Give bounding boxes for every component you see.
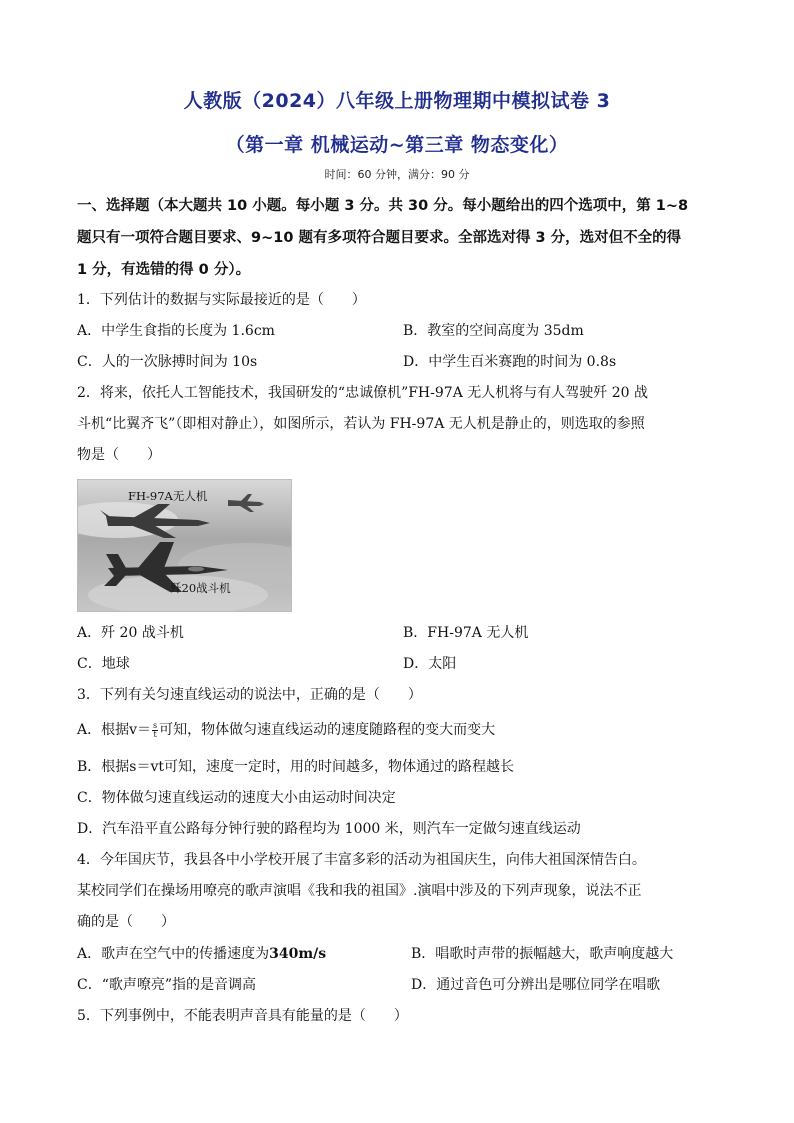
fraction-denominator: t [153, 729, 157, 739]
question-3-option-d: D．汽车沿平直公路每分钟行驶的路程均为 1000 米，则汽车一定做匀速直线运动 [77, 821, 581, 837]
question-3-stem: 3．下列有关匀速直线运动的说法中，正确的是（ ） [77, 687, 422, 703]
option-a-text: 可知，物体做匀速直线运动的速度随路程的变大而变大 [159, 722, 496, 738]
question-4-option-a [77, 945, 326, 963]
exam-subtitle: （第一章 机械运动~第三章 物态变化） [225, 134, 569, 156]
question-1-stem: 1．下列估计的数据与实际最接近的是（ ） [77, 292, 366, 308]
aircraft-photo [77, 479, 292, 612]
exam-title: 人教版（2024）八年级上册物理期中模拟试卷 3 [183, 90, 611, 112]
question-4-option-d: D．通过音色可分辨出是哪位同学在唱歌 [411, 977, 661, 993]
section-instructions-line-2: 题只有一项符合题目要求、9~10 题有多项符合题目要求。全部选对得 3 分，选对但不全的得 [77, 230, 682, 246]
option-a-prefix: A．根据 [77, 722, 130, 738]
exam-time-score: 时间：60 分钟，满分：90 分 [324, 168, 470, 181]
question-2-option-c: C．地球 [77, 656, 130, 672]
question-4-option-c: C．“歌声嘹亮”指的是音调高 [77, 977, 257, 993]
section-instructions-line-3: 1 分，有选错的得 0 分）。 [77, 262, 251, 278]
option-b-prefix: B．根据 [77, 759, 130, 775]
question-4-line-1: 4．今年国庆节，我县各中小学校开展了丰富多彩的活动为祖国庆生，向伟大祖国深情告白。 [77, 852, 646, 868]
fraction-numerator: s [153, 720, 158, 730]
speed-fraction [152, 722, 158, 739]
question-1-option-b: B．教室的空间高度为 35dm [403, 323, 584, 339]
question-2-option-a: A．歼 20 战斗机 [77, 625, 184, 641]
option-a-prefix: A．歌声在空气中的传播速度为 [77, 946, 270, 962]
sound-speed-value: 340m/s [269, 946, 327, 962]
drone-small-icon [228, 494, 264, 512]
question-5-stem: 5．下列事例中，不能表明声音具有能量的是（ ） [77, 1008, 408, 1024]
option-b-text: 可知，速度一定时，用的时间越多，物体通过的路程越长 [164, 759, 515, 775]
speed-formula: v＝ [129, 722, 152, 738]
question-2-option-d: D．太阳 [403, 656, 457, 672]
question-1-option-c: C．人的一次脉搏时间为 10s [77, 354, 258, 370]
section-instructions-line-1: 一、选择题（本大题共 10 小题。每小题 3 分。共 30 分。每小题给出的四个选项中，第 1~8 [77, 198, 689, 214]
question-3-option-b [77, 758, 514, 776]
question-4-line-2: 某校同学们在操场用嘹亮的歌声演唱《我和我的祖国》.演唱中涉及的下列声现象，说法不正 [77, 883, 642, 899]
question-2-option-b: B．FH-97A 无人机 [403, 625, 529, 641]
fighter-label: 歼20战斗机 [170, 581, 231, 595]
question-3-option-c: C．物体做匀速直线运动的速度大小由运动时间决定 [77, 790, 396, 806]
distance-formula: s＝vt [129, 759, 165, 775]
question-4-line-3: 确的是（ ） [77, 914, 175, 930]
question-4-option-b: B．唱歌时声带的振幅越大，歌声响度越大 [411, 946, 674, 962]
question-2-line-2: 斗机“比翼齐飞”（即相对静止），如图所示，若认为 FH-97A 无人机是静止的，则选取的参照 [77, 416, 645, 432]
question-3-option-a [77, 721, 495, 739]
drone-label: FH-97A无人机 [128, 489, 208, 503]
question-2-line-3: 物是（ ） [77, 447, 161, 463]
question-1-option-a: A．中学生食指的长度为 1.6cm [77, 323, 275, 339]
question-1-option-d: D．中学生百米赛跑的时间为 0.8s [403, 354, 617, 370]
question-2-line-1: 2．将来，依托人工智能技术，我国研发的“忠诚僚机”FH-97A 无人机将与有人驾驶歼 20 战 [77, 385, 648, 401]
